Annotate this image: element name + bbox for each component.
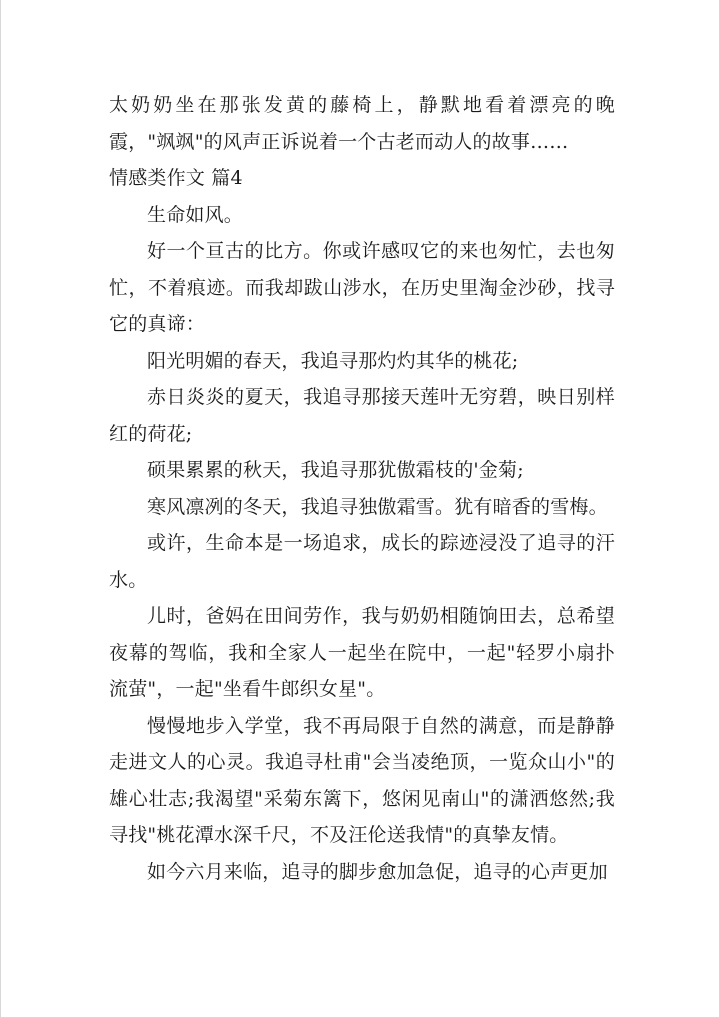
paragraph: 或许，生命本是一场追求，成长的踪迹浸没了追寻的汗水。 [109, 532, 615, 591]
paragraph: 好一个亘古的比方。你或许感叹它的来也匆忙，去也匆忙，不着痕迹。而我却跋山涉水，在历史里淘金沙砂，找寻它的真谛： [109, 240, 615, 335]
document-body [109, 87, 615, 890]
section-heading: 情感类作文 篇4 [109, 167, 243, 189]
paragraph: 硕果累累的秋天，我追寻那犹傲霜枝的'金菊; [147, 459, 524, 481]
paragraph: 生命如风。 [147, 203, 244, 226]
paragraph-intro: 太奶奶坐在那张发黄的藤椅上，静默地看着漂亮的晚霞，"飒飒"的风声正诉说着一个古老而动人的故事…… [109, 94, 615, 153]
paragraph: 赤日炎炎的夏天，我追寻那接天莲叶无穷碧，映日别样红的荷花; [109, 386, 615, 445]
paragraph: 儿时，爸妈在田间劳作，我与奶奶相随饷田去，总希望夜幕的驾临，我和全家人一起坐在院中，一起"轻罗小扇扑流萤"，一起"坐看牛郎织女星"。 [109, 605, 615, 700]
paragraph: 如今六月来临，追寻的脚步愈加急促，追寻的心声更加 [147, 860, 608, 883]
paragraph: 慢慢地步入学堂，我不再局限于自然的满意，而是静静走进文人的心灵。我追寻杜甫"会当凌绝顶，一览众山小"的雄心壮志;我渴望"采菊东篱下，悠闲见南山"的潇洒悠然;我寻找"桃花潭水深千尺，不及汪伦送我情"的真挚友情。 [109, 714, 615, 846]
paragraph: 阳光明媚的春天，我追寻那灼灼其华的桃花; [147, 349, 519, 372]
paragraph: 寒风凛冽的冬天，我追寻独傲霜雪。犹有暗香的雪梅。 [147, 495, 608, 518]
